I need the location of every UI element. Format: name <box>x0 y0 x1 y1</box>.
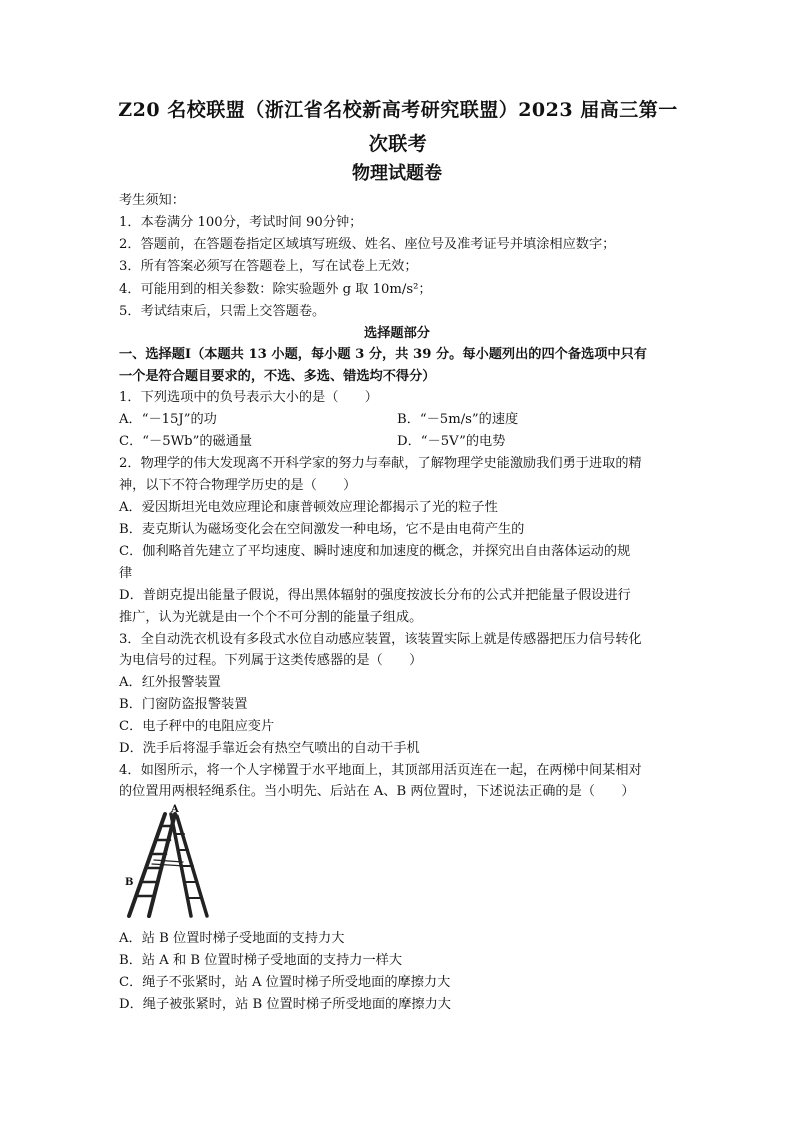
question-1-option-c: C．“－5Wb”的磁通量 <box>119 434 253 449</box>
question-4-option-d: D．绳子被张紧时，站 B 位置时梯子所受地面的摩擦力大 <box>119 997 451 1012</box>
question-2-option-c: C．伽利略首先建立了平均速度、瞬时速度和加速度的概念，并探究出自由落体运动的规 <box>119 544 631 559</box>
exam-subtitle: 物理试题卷 <box>352 163 442 184</box>
question-2-stem-line-1: 2．物理学的伟大发现离不开科学家的努力与奉献，了解物理学史能激励我们勇于进取的精 <box>119 456 642 471</box>
question-3-option-c: C．电子秤中的电阻应变片 <box>119 719 275 734</box>
question-3-option-a: A．红外报警装置 <box>119 675 221 690</box>
question-1-option-b: B．“－5m/s”的速度 <box>397 412 519 427</box>
question-3-stem-line-2: 为电信号的过程。下列属于这类传感器的是（ ） <box>119 653 423 668</box>
figure-label-b: B <box>125 877 134 888</box>
question-1-option-a: A．“－15J”的功 <box>119 412 217 427</box>
question-4-option-a: A．站 B 位置时梯子受地面的支持力大 <box>119 931 345 946</box>
part-heading-line-2: 一个是符合题目要求的，不选、多选、错选均不得分） <box>119 369 436 384</box>
question-4-option-c: C．绳子不张紧时，站 A 位置时梯子所受地面的摩擦力大 <box>119 975 451 990</box>
exam-title-line-2: 次联考 <box>368 133 428 155</box>
question-3-stem-line-1: 3．全自动洗衣机设有多段式水位自动感应装置，该装置实际上就是传感器把压力信号转化 <box>119 632 642 647</box>
question-1-stem: 1．下列选项中的负号表示大小的是（ ） <box>119 390 378 405</box>
question-3-option-d: D．洗手后将湿手靠近会有热空气喷出的自动干手机 <box>119 741 420 756</box>
part-heading-line-1: 一、选择题Ⅰ（本题共 13 小题，每小题 3 分，共 39 分。每小题列出的四个备选项中只有 <box>119 347 647 362</box>
question-2-option-b: B．麦克斯认为磁场变化会在空间激发一种电场，它不是由电荷产生的 <box>119 522 525 537</box>
question-2-option-a: A．爱因斯坦光电效应理论和康普顿效应理论都揭示了光的粒子性 <box>119 500 498 515</box>
question-4-option-b: B．站 A 和 B 位置时梯子受地面的支持力一样大 <box>119 953 403 968</box>
step-ladder-figure <box>119 804 215 922</box>
exam-title-line-1: Z20 名校联盟（浙江省名校新高考研究联盟）2023 届高三第一 <box>118 99 678 121</box>
notice-item: 3．所有答案必须写在答题卷上，写在试卷上无效； <box>119 259 418 274</box>
question-4-stem-line-1: 4．如图所示，将一个人字梯置于水平地面上，其顶部用活页连在一起，在两梯中间某相对 <box>119 763 642 778</box>
question-1-option-d: D．“－5V”的电势 <box>397 434 506 449</box>
question-2-option-d-cont: 推广，认为光就是由一个个不可分割的能量子组成。 <box>119 610 423 625</box>
question-4-stem-line-2: 的位置用两根轻绳系住。当小明先、后站在 A、B 两位置时，下述说法正确的是（ ） <box>119 784 635 799</box>
section-title: 选择题部分 <box>364 326 430 341</box>
notice-item: 4．可能用到的相关参数：除实验题外 g 取 10m/s²； <box>119 282 432 297</box>
question-2-option-d: D．普朗克提出能量子假说，得出黑体辐射的强度按波长分布的公式并把能量子假设进行 <box>119 588 631 603</box>
notice-item: 1．本卷满分 100分，考试时间 90分钟； <box>119 215 363 230</box>
notice-heading: 考生须知： <box>119 193 185 208</box>
question-2-option-c-cont: 律 <box>119 566 133 581</box>
figure-label-a: A <box>171 804 179 815</box>
question-3-option-b: B．门窗防盗报警装置 <box>119 697 248 712</box>
notice-item: 5．考试结束后，只需上交答题卷。 <box>119 304 326 319</box>
question-2-stem-line-2: 神，以下不符合物理学历史的是（ ） <box>119 478 357 493</box>
notice-item: 2．答题前，在答题卷指定区域填写班级、姓名、座位号及准考证号并填涂相应数字； <box>119 237 616 252</box>
